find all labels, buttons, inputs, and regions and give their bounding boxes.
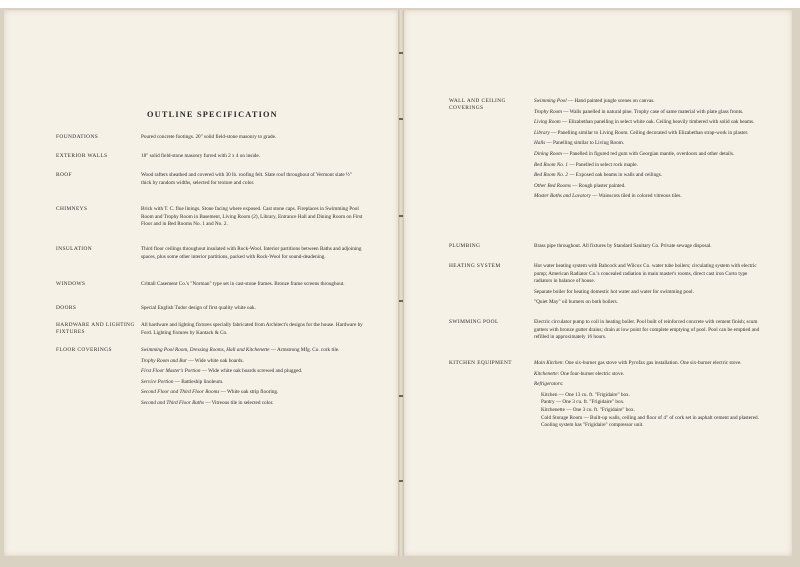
- spec-item-text: — Armstrong Mfg. Co. cork tile.: [269, 347, 340, 353]
- section-body: [141, 322, 363, 337]
- spec-item-label: Trophy Room: [534, 108, 562, 115]
- section-heading: CHIMNEYS: [56, 206, 88, 212]
- section-body: [141, 153, 363, 161]
- refrigerator-item: Kitchen — One 13 cu. ft. "Frigidaire" box.: [541, 391, 630, 398]
- spec-item-text: — Elizabethan panelling in select white oak. Ceiling heavily timbered with solid oak beams.: [560, 119, 755, 126]
- section-body: [141, 172, 363, 187]
- section-text: Special English Tudor design of first quality white oak.: [141, 305, 256, 311]
- section-body: [534, 319, 764, 342]
- spec-item: [534, 119, 764, 127]
- refrigerator-item: Cold Storage Room — Built-up walls, ceiling and floor of 4" of cork set in asphalt cement and plastered. Cooling system has "Frigidaire" compressor unit.: [541, 414, 759, 429]
- spec-item: [534, 172, 764, 180]
- section-body: [141, 134, 363, 142]
- spec-item: [534, 151, 764, 159]
- section-text: Wood rafters sheathed and covered with 30 lb. roofing felt. Slate roof throughout of Vermont slate ½" thick by random widths, selected for texture and color.: [141, 172, 352, 186]
- binding-stitch: [399, 215, 403, 217]
- section-text: Hot water heating system with Babcock and Wilcox Co. water tube boilers; circulating system with electric pump; American Radiator Co.'s concealed radiation in main master's rooms, direct cast iron Corto type radiators in balance of house.: [534, 263, 757, 285]
- spec-item-label: First Floor Master's Portion: [141, 368, 201, 375]
- spec-item-text: — Panelled in select rock maple.: [568, 161, 638, 168]
- section-heading: PLUMBING: [449, 243, 481, 249]
- spec-item-label: Dining Room: [534, 150, 562, 157]
- binding-stitch: [399, 480, 403, 482]
- spec-item-text: — Walls panelled in natural pine. Trophy case of same material with plate glass fronts.: [561, 108, 744, 115]
- spec-item-label: Swimming Pool Room, Dressing Rooms, Hall and Kitchenette: [141, 347, 270, 353]
- section-body: [534, 243, 764, 251]
- spec-item: [534, 140, 764, 148]
- spec-item-label: Other Bed Rooms: [534, 182, 571, 189]
- refrigerator-item: Pantry — One 3 cu. ft. "Frigidaire" box.: [541, 399, 625, 406]
- spec-item-text: :: [561, 381, 564, 388]
- spec-item-text: — Wide white oak boards.: [187, 357, 244, 364]
- spec-item-text: : One four-burner electric stove.: [557, 370, 625, 377]
- page-title: OUTLINE SPECIFICATION: [147, 110, 278, 119]
- spec-item-label: Halls: [534, 140, 546, 147]
- section-heading: ROOF: [56, 172, 72, 178]
- spec-item-label: Kitchenette: [534, 370, 558, 377]
- spec-item-label: Second and Third Floor Baths: [141, 399, 204, 406]
- section-text: "Quiet May" oil burners on both boilers.: [534, 299, 618, 306]
- spec-item-text: — Exposed oak beams in walls and ceilings.: [568, 172, 663, 179]
- section-body: [141, 347, 363, 411]
- spec-item: [534, 183, 764, 191]
- spec-item-text: — Battleship linoleum.: [173, 378, 224, 385]
- section-body: [141, 305, 363, 313]
- left-page: [4, 10, 398, 556]
- spec-item-text: — Wainscots tiled in colored vitreous tiles.: [590, 193, 682, 200]
- section-text: Brass pipe throughout. All fixtures by Standard Sanitary Co. Private sewage disposal.: [534, 243, 712, 249]
- spec-item: [141, 368, 363, 376]
- section-text: All hardware and lighting fixtures specially fabricated from Architect's designs for the house. Hardware by Ford. Lighting fixtures by Kantack & Co.: [141, 322, 363, 336]
- section-heading: KITCHEN EQUIPMENT: [449, 360, 512, 366]
- spec-item: [534, 98, 764, 106]
- section-text: Electric circulator pump to coil in heating boiler. Pool built of reinforced concrete with cement finish; scum gutters with bronze gutter drains; drain at low point for complete emptying of pool. Pool can be emptied and refilled in approximately 16 hours.: [534, 319, 760, 341]
- spec-item-label: Trophy Room and Bar: [141, 357, 188, 364]
- spec-item-text: — Rough plaster painted.: [570, 182, 626, 189]
- spec-item-label: Service Portion: [141, 378, 174, 385]
- section-text: Separate boiler for heating domestic hot water and water for swimming pool.: [534, 288, 694, 295]
- section-heading: WINDOWS: [56, 281, 86, 287]
- section-text: Brick with T. C. flue linings. Stone facing where exposed. Cast stone caps. Fireplaces in Swimming Pool Room and Trophy Room in Basement, Living Room (2), Library, Entrance Hall and Dining Room on First Floor and in Bed Rooms No. 1 and No. 2.: [141, 206, 363, 228]
- spec-item: [141, 389, 363, 397]
- spec-item-text: — Vitreous tile in selected color.: [203, 399, 274, 406]
- binding-stitch: [399, 300, 403, 302]
- spec-item-label: Refrigerators: [534, 381, 562, 388]
- spec-item-label: Bed Room No. 1: [534, 161, 569, 168]
- section-body: [534, 360, 764, 430]
- spec-item-label: Living Room: [534, 119, 561, 126]
- spec-item: [141, 400, 363, 408]
- spec-item-text: — Hand painted jungle scenes on canvas.: [566, 98, 655, 104]
- section-text: 18" solid field-stone masonry furred with 2 x 4 on inside.: [141, 153, 260, 159]
- section-body: [534, 98, 764, 204]
- section-body: [534, 263, 764, 307]
- section-heading: FLOOR COVERINGS: [56, 347, 112, 353]
- binding-stitch: [399, 52, 403, 54]
- section-text: Poured concrete footings. 20" solid field-stone masonry to grade.: [141, 134, 277, 140]
- spec-item-label: Swimming Pool: [534, 98, 567, 104]
- refrigerator-item: Kitchenette — One 3 cu. ft. "Frigidaire" box.: [541, 406, 635, 413]
- binding-stitch: [399, 395, 403, 397]
- spec-item-label: Main Kitchen: [534, 360, 563, 366]
- spec-item: [534, 193, 764, 201]
- spec-item: [534, 371, 764, 379]
- binding-stitch: [399, 118, 403, 120]
- spec-item: [141, 347, 363, 355]
- section-heading: WALL AND CEILING COVERINGS: [449, 98, 506, 111]
- section-text: Third floor ceilings throughout insulated with Rock-Wool. Interior partitions between Baths and adjoining spaces, plus some other interior partitions, packed with Rock-Wool for sound-deadening.: [141, 246, 362, 260]
- section-heading: DOORS: [56, 305, 77, 311]
- section-body: [141, 281, 363, 289]
- spec-item-text: — Wide white oak boards screwed and plugged.: [200, 368, 303, 375]
- section-heading: HARDWARE AND LIGHTING FIXTURES: [56, 322, 135, 335]
- spec-item: [534, 360, 764, 368]
- spec-item-text: — White oak strip flooring.: [219, 389, 279, 396]
- spec-item: [534, 381, 764, 389]
- spec-item-text: — Panelling similar to Living Room.: [545, 140, 625, 147]
- section-body: [141, 246, 363, 261]
- spec-item-text: — Panelled in figured red gum with Georgian mantle, overdoors and other details.: [561, 150, 735, 157]
- spec-item: [141, 358, 363, 366]
- spec-item-label: Second Floor and Third Floor Rooms: [141, 389, 220, 396]
- spec-item-text: — Panelling similar to Living Room. Ceiling decorated with Elizabethan strap-work in plaster.: [549, 129, 749, 136]
- spec-item: [141, 379, 363, 387]
- section-heading: FOUNDATIONS: [56, 134, 99, 140]
- right-page: [404, 10, 792, 556]
- spec-item: [534, 109, 764, 117]
- spec-item-label: Bed Room No. 2: [534, 172, 569, 179]
- spec-item: [534, 130, 764, 138]
- section-heading: SWIMMING POOL: [449, 319, 499, 325]
- section-heading: EXTERIOR WALLS: [56, 153, 108, 159]
- section-heading: HEATING SYSTEM: [449, 263, 501, 269]
- spec-item-label: Master Baths and Lavatory: [534, 193, 591, 200]
- spec-item-text: : One six-burner gas stove with Pyrofax gas installation. One six-burner electric stove.: [562, 360, 742, 366]
- section-heading: INSULATION: [56, 246, 93, 252]
- spec-item: [534, 162, 764, 170]
- section-body: [141, 206, 363, 229]
- spec-item-label: Library: [534, 129, 550, 136]
- section-text: Crittall Casement Co.'s "Norman" type set in cast-stone frames. Bronze frame screens throughout.: [141, 281, 345, 287]
